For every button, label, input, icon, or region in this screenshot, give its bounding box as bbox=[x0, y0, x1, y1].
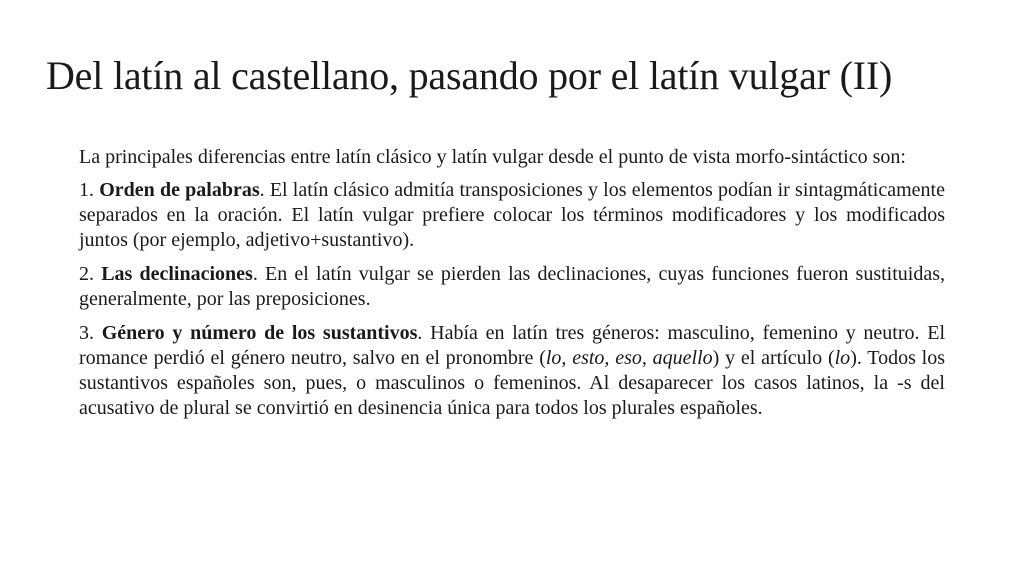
intro-paragraph: La principales diferencias entre latín clásico y latín vulgar desde el punto de vista morfo-sintáctico son: bbox=[79, 146, 906, 168]
point-declensions bbox=[79, 262, 945, 312]
point-text: ). Todos los sustantivos españoles son, pues, o masculinos o femeninos. Al desaparecer los casos latinos, la -s del acusativo de plural se convirtió en desinencia única para todos los plurales españoles. bbox=[79, 347, 945, 419]
point-heading: Las declinaciones bbox=[101, 263, 253, 285]
point-text: ) y el artículo ( bbox=[712, 347, 835, 369]
slide-body bbox=[79, 139, 945, 430]
point-heading: Orden de palabras bbox=[99, 179, 260, 201]
pronoun-examples: lo, esto, eso, aquello bbox=[545, 347, 713, 369]
point-gender-number bbox=[79, 321, 945, 421]
point-heading: Género y número de los sustantivos bbox=[101, 322, 418, 344]
point-text: . En el latín vulgar se pierden las declinaciones, cuyas funciones fueron sustituidas, generalmente, por las preposiciones. bbox=[79, 263, 945, 310]
point-number: 3. bbox=[79, 322, 94, 344]
point-word-order bbox=[79, 178, 945, 253]
point-text: . Había en latín tres géneros: masculino, femenino y neutro. El romance perdió el género neutro, salvo en el pronombre ( bbox=[79, 322, 946, 369]
point-number: 1. bbox=[79, 179, 94, 201]
article-example: lo bbox=[834, 347, 851, 369]
point-number: 2. bbox=[79, 263, 94, 285]
slide-title: Del latín al castellano, pasando por el latín vulgar (II) bbox=[46, 53, 893, 98]
point-text: . El latín clásico admitía transposiciones y los elementos podían ir sintagmáticamente separados en la oración. El latín vulgar prefiere colocar los términos modificadores y los modificados juntos (por ejemplo, adjetivo+sustantivo). bbox=[79, 179, 945, 251]
